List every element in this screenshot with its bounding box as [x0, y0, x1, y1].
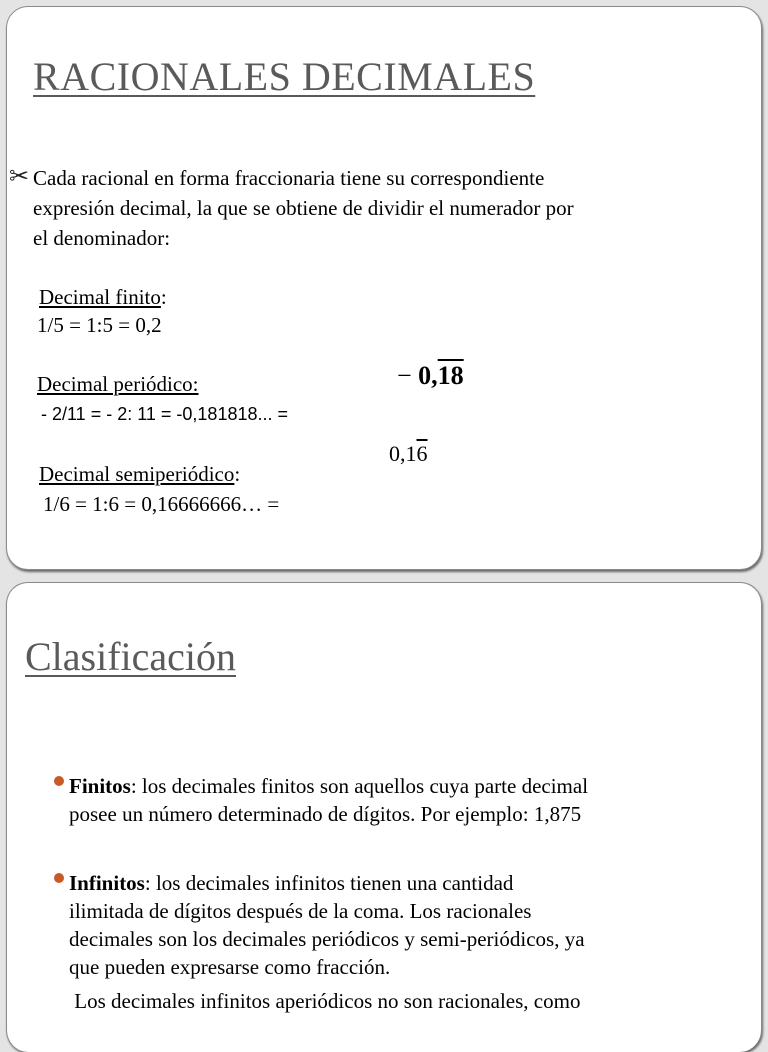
infinitos-line-1: Infinitos: los decimales infinitos tienen una cantidad: [69, 871, 514, 895]
slide-clasificacion: [6, 582, 762, 1052]
semiperiodic-heading: [39, 459, 240, 489]
periodic-expression: - 2/11 = - 2: 11 = -0,181818... =: [41, 404, 288, 424]
periodic-result: [397, 361, 464, 391]
semiperiodic-label: Decimal semiperiódico: [39, 462, 235, 486]
infinitos-term: Infinitos: [69, 871, 145, 895]
finitos-line-1: Finitos: los decimales finitos son aquellos cuya parte decimal: [69, 774, 589, 798]
semiperiodic-expression: 1/6 = 1:6 = 0,16666666… =: [43, 492, 280, 516]
intro-line-3: el denominador:: [33, 226, 171, 250]
finite-heading: [39, 282, 167, 312]
finite-label: Decimal finito: [39, 285, 161, 309]
intro-line-1: Cada racional en forma fraccionaria tiene su correspondiente: [33, 166, 545, 190]
infinitos-line-3: decimales son los decimales periódicos y semi-periódicos, ya: [69, 927, 585, 951]
finitos-line-2: posee un número determinado de dígitos. Por ejemplo: 1,875: [69, 802, 582, 826]
bullet-dot-icon: [54, 873, 64, 883]
slide-title: RACIONALES DECIMALES: [33, 54, 536, 99]
periodic-sign: −: [397, 361, 412, 390]
finitos-term: Finitos: [69, 774, 131, 798]
intro-line-2: expresión decimal, la que se obtiene de dividir el numerador por: [33, 196, 574, 220]
semiperiodic-colon: :: [234, 462, 241, 486]
infinitos-line-4: que pueden expresarse como fracción.: [69, 955, 391, 979]
periodic-int: 0,: [418, 361, 438, 390]
semiperiodic-int: 0,1: [389, 441, 417, 466]
finite-colon: :: [160, 285, 167, 309]
infinitos-line-5: Los decimales infinitos aperiódicos no son racionales, como: [69, 989, 581, 1013]
slide-title: Clasificación: [25, 634, 237, 679]
periodic-label: Decimal periódico:: [37, 372, 199, 396]
periodic-period: 18: [437, 361, 464, 390]
infinitos-line-2: ilimitada de dígitos después de la coma. Los racionales: [69, 899, 532, 923]
finite-expression: 1/5 = 1:5 = 0,2: [37, 313, 162, 337]
semiperiodic-result: [389, 441, 428, 467]
bullet-dot-icon: [54, 776, 64, 786]
slide-racionales-decimales: [6, 6, 762, 570]
semiperiodic-period: 6: [416, 441, 428, 466]
scissors-icon: ✂: [9, 164, 30, 190]
